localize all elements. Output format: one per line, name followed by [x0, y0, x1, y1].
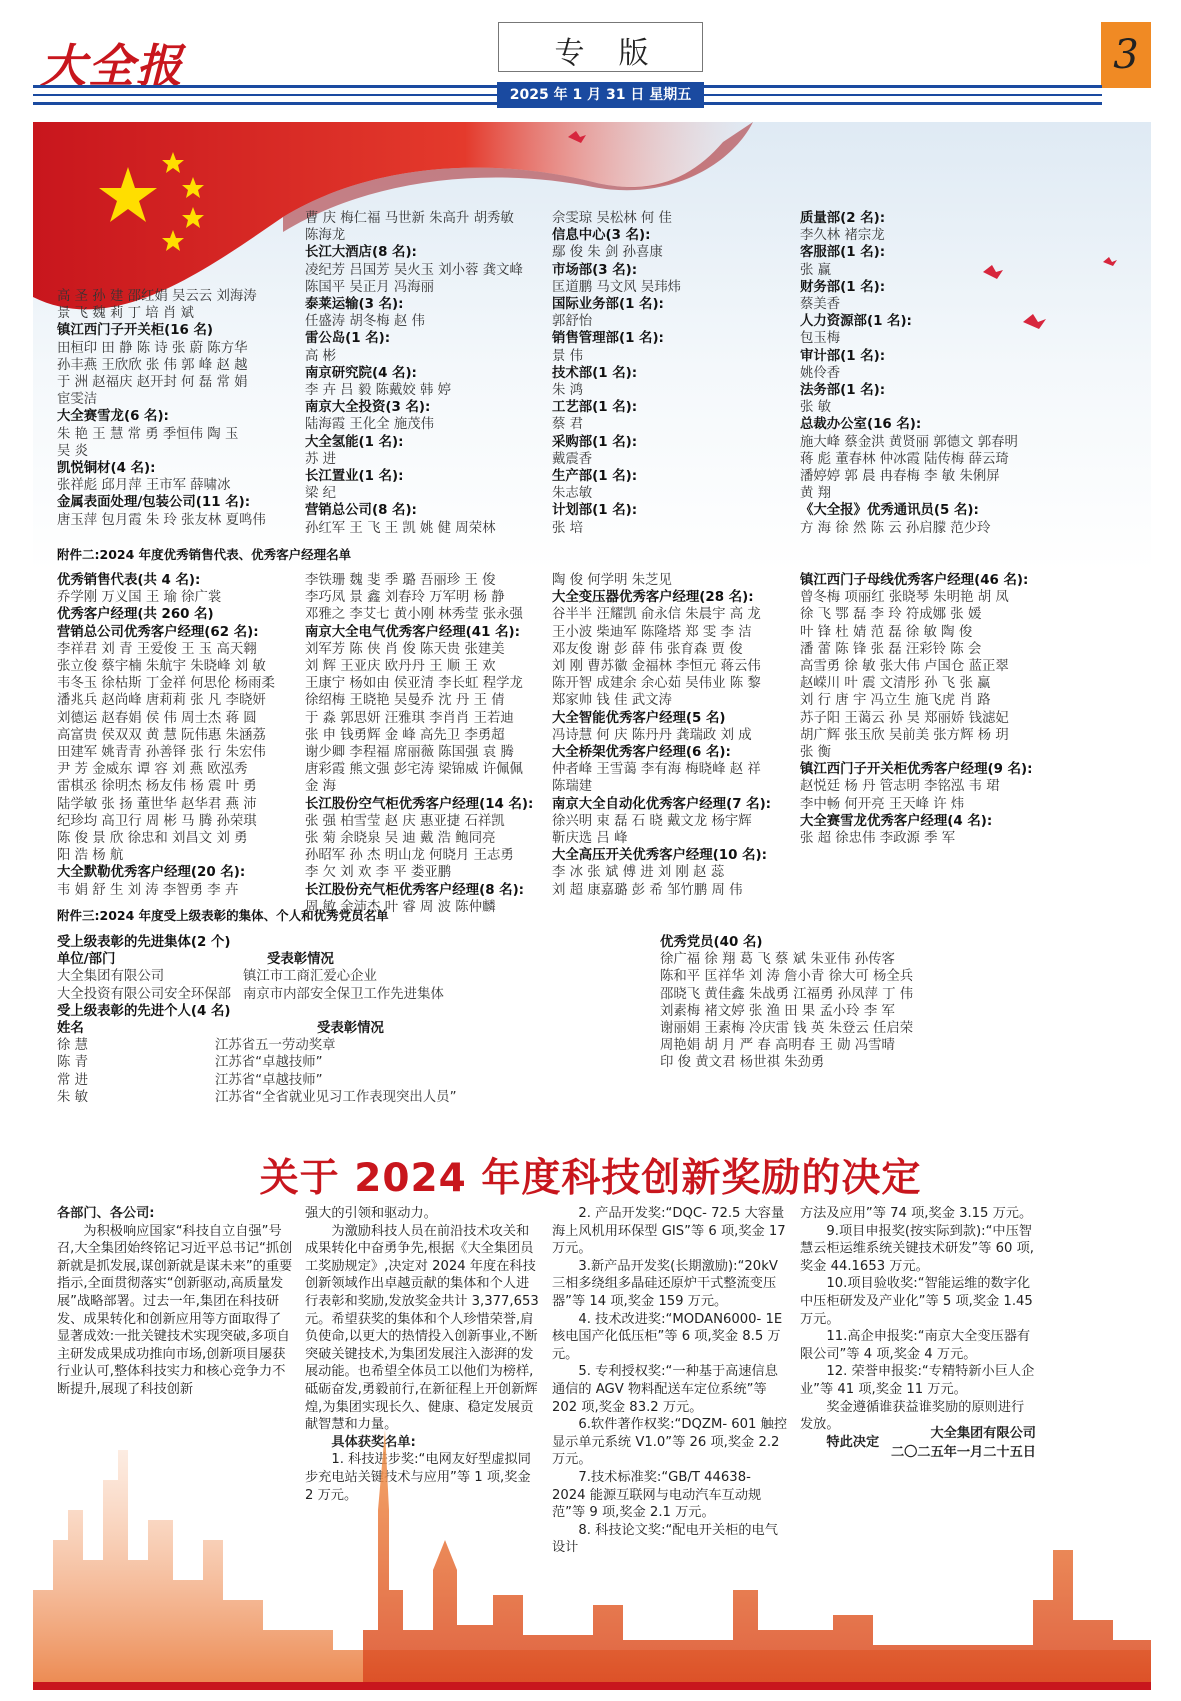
individual-col-honor: 受表彰情况: [317, 1021, 384, 1037]
individual-col-name: 姓名: [57, 1021, 84, 1037]
list-heading: 镇江西门子开关柜优秀客户经理(9 名):: [800, 762, 1033, 778]
article-paragraph: 6.软件著作权奖:“DQZM- 601 触控显示单元系统 V1.0”等 26 项,奖金 2.2 万元。: [552, 1417, 788, 1468]
name-line: 佘雯琼 吴松林 何 佳: [552, 211, 672, 226]
name-line: 李 欠 刘 欢 李 平 娄亚鹏: [305, 865, 452, 881]
name-line: 李祥君 刘 青 王爱俊 王 玉 高天翱: [57, 641, 257, 657]
list-heading: 雷公岛(1 名):: [305, 331, 391, 347]
signer: 大全集团有限公司: [930, 1426, 1036, 1441]
name-line: 胡广辉 张玉欣 吴前美 张方辉 杨 玥: [800, 727, 1009, 743]
name-line: 孙红军 王 飞 王 凯 姚 健 周荣林: [305, 520, 496, 536]
list-heading: 大全默勒优秀客户经理(20 名):: [57, 865, 246, 881]
name-line: 赵悦廷 杨 丹 管志明 李铭泓 韦 珺: [800, 779, 1000, 795]
name-line: 雷棋丞 徐明杰 杨友伟 杨 震 叶 勇: [57, 779, 257, 795]
list-heading: 凯悦铜材(4 名):: [57, 461, 156, 477]
article-paragraph: 特此决定: [826, 1434, 880, 1450]
list-heading: 南京大全电气优秀客户经理(41 名):: [305, 624, 520, 640]
name-line: 苏 进: [305, 451, 337, 467]
collective-col-unit: 单位/部门: [57, 952, 116, 968]
name-line: 谷半半 汪耀凯 俞永信 朱晨宇 高 龙: [552, 607, 761, 623]
name-line: 朱 鸿: [552, 383, 584, 399]
name-line: 张祥彪 邱月萍 王市军 薛啸冰: [57, 478, 231, 494]
list-heading: 营销总公司优秀客户经理(62 名):: [57, 624, 259, 640]
name-line: 纪珍均 高卫行 周 彬 马 腾 孙荣琪: [57, 813, 257, 829]
name-line: 周 敏 余沛杰 叶 睿 周 波 陈仲麟: [305, 899, 496, 915]
name-line: 高雪勇 徐 敏 张大伟 卢国仓 蓝正翠: [800, 659, 1009, 675]
name-line: 潘婷婷 郭 晨 冉春梅 李 敏 朱俐屏: [800, 469, 1000, 485]
article-paragraph: 8. 科技论文奖:“配电开关柜的电气设计: [552, 1522, 778, 1556]
article-paragraph: 奖金遵循谁获益谁奖励的原则进行发放。: [800, 1399, 1025, 1433]
list-heading: 优秀客户经理(共 260 名): [57, 607, 214, 623]
name-line: 陈开智 成建余 余心茹 吴伟业 陈 黎: [552, 676, 761, 692]
name-line: 李久林 褚宗龙: [800, 228, 885, 244]
appendix-2-title: 附件二:2024 年度优秀销售代表、优秀客户经理名单: [57, 547, 352, 562]
name-line: 冯诗慧 何 庆 陈丹丹 龚瑞政 刘 成: [552, 727, 752, 743]
individual-honor: 江苏省“卓越技师”: [215, 1072, 323, 1088]
name-line: 唐彩霞 熊文强 彭宅涛 梁锦威 许佩佩: [305, 762, 523, 778]
individual-name: 常 进: [57, 1072, 89, 1088]
name-line: 周艳娟 胡 月 严 春 高明春 王 勋 冯雪晴: [660, 1038, 895, 1054]
newspaper-logo: 大全报: [40, 39, 184, 93]
list-heading: 镇江西门子开关柜(16 名): [57, 323, 214, 339]
party-member-list: [660, 934, 1060, 1072]
article-paragraph: 7.技术标准奖:“GB/T 44638- 2024 能源互联网与电动汽车互动规范”等 9 项,奖金 2.1 万元。: [552, 1469, 762, 1521]
article-paragraph: 11.高企申报奖:“南京大全变压器有限公司”等 4 项,奖金 4 万元。: [800, 1329, 1031, 1362]
name-line: 李 卉 吕 毅 陈戴姣 韩 婷: [305, 383, 452, 399]
collective-col-honor: 受表彰情况: [267, 952, 334, 968]
name-line: 张 超 徐忠伟 李政源 季 军: [800, 831, 956, 847]
list-heading: 销售管理部(1 名):: [552, 331, 664, 347]
name-line: 张 培: [552, 520, 584, 536]
individual-name: 朱 敏: [57, 1089, 89, 1105]
name-line: 李巧凤 景 鑫 刘春玲 万军明 杨 静: [305, 590, 505, 606]
list-heading: 长江股份空气柜优秀客户经理(14 名):: [305, 796, 534, 812]
list-heading: 长江大酒店(8 名):: [305, 245, 417, 261]
name-line: 徐广福 徐 翔 葛 飞 蔡 斌 朱亚伟 孙传客: [660, 952, 895, 968]
list-heading: 大全桥架优秀客户经理(6 名):: [552, 745, 731, 761]
list-heading: 总裁办公室(16 名):: [800, 417, 922, 433]
name-line: 景 飞 魏 莉 丁 培 肖 斌: [57, 306, 194, 322]
name-line: 刘 行 唐 宇 冯立生 施飞虎 肖 路: [800, 693, 991, 709]
list-heading: 营销总公司(8 名):: [305, 503, 417, 519]
name-line: 景 伟: [552, 348, 584, 364]
name-line: 蔡 君: [552, 417, 584, 433]
name-line: 王小波 柴迪军 陈隆塔 郑 雯 李 洁: [552, 624, 752, 640]
name-line: 潘 蕾 陈 锋 张 磊 汪彩铃 陈 会: [800, 641, 982, 657]
name-line: 曹 庆 梅仁福 马世新 朱高升 胡秀敏: [305, 211, 514, 226]
article-paragraph: 1. 科技进步奖:“电网友好型虚拟同步充电站关键技术与应用”等 1 项,奖金 2 万元。: [305, 1452, 531, 1503]
article-paragraph: 方法及应用”等 74 项,奖金 3.15 万元。: [800, 1206, 1033, 1221]
sales-list-column-1: [57, 572, 297, 899]
masthead: [0, 0, 1181, 118]
list-heading: 《大全报》优秀通讯员(5 名):: [800, 503, 979, 519]
name-line: 刘军芳 陈 侠 肖 俊 陈天贵 张建美: [305, 641, 505, 657]
name-line: 苏子阳 王蔼云 孙 昊 郑丽娇 钱滤妃: [800, 710, 1009, 726]
name-line: 刘 超 康嘉璐 彭 希 邹竹鹏 周 伟: [552, 882, 743, 898]
list-heading: 人力资源部(1 名):: [800, 314, 912, 330]
individual-honor: 江苏省五一劳动奖章: [215, 1038, 336, 1054]
article-paragraph: 强大的引领和驱动力。: [305, 1206, 437, 1221]
name-line: 刘 刚 曹苏徽 金福林 李恒元 蒋云伟: [552, 659, 761, 675]
collective-awards-table: [57, 934, 617, 1106]
issue-date: 2025 年 1 月 31 日 星期五: [497, 82, 704, 108]
name-line: 孙昭军 孙 杰 明山龙 何晓月 王志勇: [305, 848, 514, 864]
list-heading: 大全赛雪龙优秀客户经理(4 名):: [800, 813, 993, 829]
name-line: 张 强 柏雪莹 赵 庆 惠亚捷 石祥凯: [305, 813, 505, 829]
collective-unit: 大全集团有限公司: [57, 969, 165, 985]
name-line: 张 衡: [800, 745, 832, 761]
list-heading: 审计部(1 名):: [800, 348, 886, 364]
list-heading: 计划部(1 名):: [552, 503, 638, 519]
name-line: 包玉梅: [800, 331, 841, 347]
article-paragraph: 为激励科技人员在前沿技术攻关和成果转化中奋勇争先,根据《大全集团员工奖励规定》,决定对 2024 年度在科技创新领域作出卓越贡献的集体和个人进行表彰和奖励,发放奖金共计 3,377,653 元。希望获奖的集体和个人珍惜荣誉,肩负使命,以更大的热情投入创新事业,不断突破关键技术,为集团发展注入澎湃的发展动能。也希望全体员工以他们为榜样,砥砺奋发,勇毅前行,在新征程上开创新辉煌,为集团实现长久、健康、稳定发展贡献智慧和力量。: [305, 1223, 539, 1433]
name-line: 张 申 钱勇辉 金 峰 高先卫 李勇超: [305, 727, 505, 743]
name-line: 宦雯洁: [57, 392, 98, 408]
name-line: 赵嵘川 叶 震 文清彤 孙 飞 张 赢: [800, 676, 991, 692]
name-line: 戴震香: [552, 451, 593, 467]
name-line: 曾冬梅 项丽红 张晓琴 朱明艳 胡 凤: [800, 590, 1009, 606]
name-line: 梁 纪: [305, 486, 337, 502]
name-line: 金 海: [305, 779, 337, 795]
name-line: 韦 娟 舒 生 刘 涛 李智勇 李 卉: [57, 882, 239, 898]
name-line: 张 敏: [800, 400, 832, 416]
article-paragraph: 10.项目验收奖:“智能运维的数字化中压柜研发及产业化”等 5 项,奖金 1.45 万元。: [800, 1276, 1033, 1327]
individual-awards-title: 受上级表彰的先进个人(4 名): [57, 1003, 231, 1019]
list-heading: 大全智能优秀客户经理(5 名): [552, 710, 726, 726]
city-skyline-icon: [33, 1390, 1151, 1690]
honor-list-column-2: [305, 210, 545, 537]
page-number: 3: [1101, 22, 1151, 88]
name-line: 靳庆选 吕 峰: [552, 831, 628, 847]
list-heading: 工艺部(1 名):: [552, 400, 638, 416]
name-line: 徐 飞 鄂 磊 李 玲 符成娜 张 媛: [800, 607, 982, 623]
name-line: 韦冬玉 徐枯斯 丁金祥 何思伦 杨雨柔: [57, 676, 275, 692]
article-headline: 关于 2024 年度科技创新奖励的决定: [259, 1156, 922, 1201]
appendix-3-title: 附件三:2024 年度受上级表彰的集体、个人和优秀党员名单: [57, 908, 389, 923]
name-line: 潘兆兵 赵尚峰 唐莉莉 张 凡 李晓妍: [57, 693, 266, 709]
name-line: 邓友俊 谢 彭 薛 伟 张育森 贾 俊: [552, 641, 743, 657]
name-line: 吴 炎: [57, 443, 89, 459]
name-line: 仲者峰 王雪蔼 李有海 梅晓峰 赵 祥: [552, 762, 761, 778]
list-heading: 优秀党员(40 名): [660, 935, 763, 950]
name-line: 张 赢: [800, 262, 832, 278]
name-line: 蒋 彪 董春林 仲冰霞 陆传梅 薛云琦: [800, 451, 1009, 467]
list-heading: 市场部(3 名):: [552, 262, 638, 278]
name-line: 陈海龙: [305, 228, 346, 244]
article-paragraph: 具体获奖名单:: [331, 1434, 416, 1450]
list-heading: 镇江西门子母线优秀客户经理(46 名):: [800, 573, 1029, 588]
name-line: 陆学敏 张 扬 董世华 赵华君 燕 沛: [57, 796, 257, 812]
individual-name: 徐 慧: [57, 1038, 89, 1054]
name-line: 田桓印 田 静 陈 诗 张 蔚 陈方华: [57, 340, 248, 356]
name-line: 尹 芳 金威东 谭 容 刘 燕 欧泓秀: [57, 762, 248, 778]
name-line: 陶 俊 何学明 朱芝见: [552, 573, 672, 588]
list-heading: 技术部(1 名):: [552, 365, 638, 381]
list-heading: 信息中心(3 名):: [552, 228, 651, 244]
article-paragraph: 4. 技术改进奖:“MODAN6000- 1E 核电国产化低压柜”等 6 项,奖金 8.5 万元。: [552, 1311, 783, 1362]
list-heading: 采购部(1 名):: [552, 434, 638, 450]
list-heading: 客服部(1 名):: [800, 245, 886, 261]
name-line: 谢少卿 李程福 席丽薇 陈国强 袁 腾: [305, 745, 514, 761]
article-paragraph: 12. 荣誉申报奖:“专精特新小巨人企业”等 41 项,奖金 11 万元。: [800, 1364, 1035, 1397]
name-line: 叶 锋 杜 婧 范 磊 徐 敏 陶 俊: [800, 624, 973, 640]
name-line: 黄 翔: [800, 486, 832, 502]
collective-awards-title: 受上级表彰的先进集体(2 个): [57, 935, 231, 950]
list-heading: 大全赛雪龙(6 名):: [57, 409, 169, 425]
name-line: 王康宁 杨如由 侯亚清 李长虹 程学龙: [305, 676, 523, 692]
collective-honor: 南京市内部安全保卫工作先进集体: [243, 986, 444, 1002]
name-line: 邓雅之 李艾七 黄小刚 林秀莹 张永强: [305, 607, 523, 623]
list-heading: 国际业务部(1 名):: [552, 297, 664, 313]
name-line: 张 菊 余晓泉 吴 迪 戴 浩 鲍同亮: [305, 831, 496, 847]
individual-honor: 江苏省“全省就业见习工作表现突出人员”: [215, 1089, 457, 1105]
name-line: 任盛涛 胡冬梅 赵 伟: [305, 314, 425, 330]
name-line: 陆海霞 王化全 施茂伟: [305, 417, 435, 433]
name-line: 匡道鹏 马文风 吴玮炜: [552, 279, 682, 295]
collective-unit: 大全投资有限公司安全环保部: [57, 986, 232, 1002]
list-heading: 南京研究院(4 名):: [305, 365, 417, 381]
article-paragraph: 各部门、各公司:: [57, 1206, 155, 1221]
name-line: 郑家帅 钱 佳 武文涛: [552, 693, 672, 709]
name-line: 陈 俊 景 欣 徐忠和 刘昌文 刘 勇: [57, 831, 248, 847]
list-heading: 生产部(1 名):: [552, 469, 638, 485]
name-line: 姚伶香: [800, 365, 841, 381]
article-paragraph: 5. 专利授权奖:“一种基于高速信息通信的 AGV 物料配送车定位系统”等 202 项,奖金 83.2 万元。: [552, 1364, 778, 1415]
list-heading: 泰莱运输(3 名):: [305, 297, 404, 313]
name-line: 高富贵 侯双双 黄 慧 阮伟惠 朱涵荔: [57, 727, 266, 743]
list-heading: 南京大全投资(3 名):: [305, 400, 431, 416]
name-line: 刘德运 赵春娟 侯 伟 周士杰 蒋 圆: [57, 710, 257, 726]
name-line: 于 淼 郭思妍 汪雅琪 李肖肖 王若迪: [305, 710, 514, 726]
section-title: 专版: [554, 36, 683, 71]
section-label-box: [498, 22, 703, 72]
honor-list-column-4: [800, 210, 1060, 537]
name-line: 张立俊 蔡宇楠 朱航宇 朱晓峰 刘 敏: [57, 659, 266, 675]
list-heading: 大全氢能(1 名):: [305, 434, 404, 450]
name-line: 于 洲 赵福庆 赵开封 何 磊 常 娟: [57, 375, 248, 391]
name-line: 田建军 姚青青 孙善铎 张 行 朱宏伟: [57, 745, 266, 761]
list-heading: 金属表面处理/包装公司(11 名):: [57, 495, 251, 511]
list-heading: 优秀销售代表(共 4 名):: [57, 573, 201, 588]
collective-honor: 镇江市工商汇爱心企业: [243, 969, 377, 985]
name-line: 陈国平 吴正月 冯海丽: [305, 279, 435, 295]
name-line: 方 海 徐 然 陈 云 孙启朦 范少玲: [800, 520, 991, 536]
name-line: 李中畅 何开亮 王天峰 许 炜: [800, 796, 965, 812]
article-paragraph: 2. 产品开发奖:“DQC- 72.5 大容量海上风机用环保型 GIS”等 6 项,奖金 17 万元。: [552, 1206, 786, 1257]
name-line: 唐玉萍 包月霞 朱 玲 张友林 夏鸣伟: [57, 512, 266, 528]
honor-list-column-3: [552, 210, 792, 537]
list-heading: 长江置业(1 名):: [305, 469, 404, 485]
name-line: 刘素梅 褚文婷 张 渔 田 果 孟小玲 李 军: [660, 1003, 895, 1019]
individual-name: 陈 青: [57, 1055, 89, 1071]
name-line: 邵晓飞 黄佳鑫 朱战勇 江福勇 孙凤萍 丁 伟: [660, 986, 914, 1002]
article-paragraph: 3.新产品开发奖(长期激励):“20kV 三相多绕组多晶硅还原炉干式整流变压器”等 14 项,奖金 159 万元。: [552, 1258, 778, 1309]
article-column-1: [57, 1205, 293, 1399]
name-line: 施大峰 蔡金洪 黄贤丽 郭德文 郭春明: [800, 434, 1018, 450]
name-line: 凌纪芳 吕国芳 吴火玉 刘小蓉 龚文峰: [305, 262, 523, 278]
list-heading: 长江股份充气柜优秀客户经理(8 名):: [305, 882, 525, 898]
name-line: 乔学刚 万义国 王 瑜 徐广裳: [57, 590, 222, 606]
name-line: 徐绍梅 王晓艳 吴曼乔 沈 丹 王 倩: [305, 693, 505, 709]
name-line: 徐兴明 束 磊 石 晓 戴文龙 杨宇辉: [552, 813, 752, 829]
sales-list-column-3: [552, 572, 792, 899]
name-line: 高 彬: [305, 348, 337, 364]
name-line: 印 俊 黄文君 杨世祺 朱劲勇: [660, 1055, 825, 1071]
name-line: 李 冰 张 斌 傅 进 刘 刚 赵 蕊: [552, 865, 725, 881]
list-heading: 法务部(1 名):: [800, 383, 886, 399]
signature-date: 二〇二五年一月二十五日: [890, 1445, 1036, 1460]
list-heading: 大全变压器优秀客户经理(28 名):: [552, 590, 754, 606]
name-line: 朱志敏: [552, 486, 593, 502]
list-heading: 质量部(2 名):: [800, 211, 886, 226]
article-paragraph: 为积极响应国家“科技自立自强”号召,大全集团始终铭记习近平总书记“抓创新就是抓发展,谋创新就是谋未来”的重要指示,全面贯彻落实“创新驱动,高质量发展”战略部署。过去一年,集团在科技研发、成果转化和创新应用等方面取得了显著成效:一批关键技术实现突破,多项自主研发成果成功推向市场,创新项目屡获行业认可,整体科技实力和核心竞争力不断提升,展现了科技创新: [57, 1223, 293, 1397]
sales-list-column-2: [305, 572, 545, 916]
individual-honor: 江苏省“卓越技师”: [215, 1055, 323, 1071]
list-heading: 财务部(1 名):: [800, 279, 886, 295]
name-line: 郭舒怡: [552, 314, 593, 330]
list-heading: 南京大全自动化优秀客户经理(7 名):: [552, 796, 772, 812]
name-line: 李铁珊 魏 斐 季 璐 吾丽珍 王 俊: [305, 573, 496, 588]
name-line: 鄢 俊 朱 剑 孙喜康: [552, 245, 663, 261]
name-line: 孙丰燕 王欣欣 张 伟 郭 峰 赵 越: [57, 357, 248, 373]
sales-list-column-4: [800, 572, 1060, 847]
name-line: 朱 艳 王 慧 常 勇 季恒伟 陶 玉: [57, 426, 239, 442]
name-line: 阳 浩 杨 航: [57, 848, 124, 864]
name-line: 陈和平 匡祥华 刘 涛 詹小青 徐大可 杨全兵: [660, 969, 914, 985]
name-line: 谢丽娟 王素梅 冷庆雷 钱 英 朱登云 任启荣: [660, 1021, 914, 1037]
list-heading: 大全高压开关优秀客户经理(10 名):: [552, 848, 767, 864]
name-line: 陈瑞建: [552, 779, 593, 795]
name-line: 刘 辉 王亚庆 欧丹丹 王 顺 王 欢: [305, 659, 496, 675]
article-paragraph: 9.项目申报奖(按实际到款):“中压智慧云柜运维系统关键技术研发”等 60 项,奖金 44.1653 万元。: [800, 1223, 1034, 1274]
honor-list-column-1: [57, 288, 297, 529]
name-line: 高 圣 孙 建 邵红娟 吴云云 刘海涛: [57, 289, 257, 304]
name-line: 蔡美香: [800, 297, 841, 313]
